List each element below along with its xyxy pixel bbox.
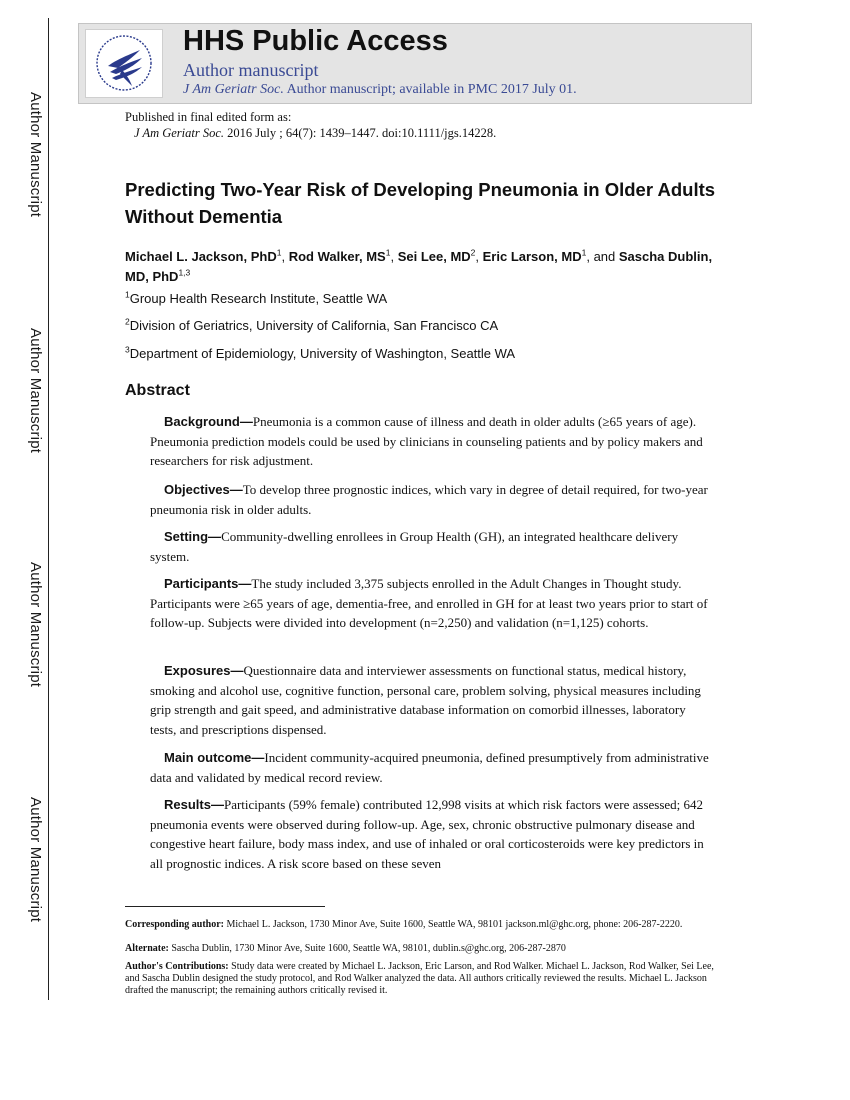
abstract-results — [150, 795, 710, 873]
article-title: Predicting Two-Year Risk of Developing Pneumonia in Older Adults Without Dementia — [125, 179, 716, 227]
abstract-participants — [150, 574, 710, 633]
footnote-label: Corresponding author: — [125, 919, 224, 930]
published-citation — [134, 126, 496, 141]
author-affil-sup: 2 — [470, 247, 476, 258]
section-text: Participants (59% female) contributed 12,998 visits at which risk factors were assessed; 642 pneumonia events were observed during follow-up. Age, sex, chronic obstructive pulmonary disease and congestive heart failure, body mass index, and use of inhaled or oral corticosteroids were key predictors in all prognostic indices. A risk score based on these seven — [150, 797, 704, 871]
footnote-text: Sascha Dublin, 1730 Minor Ave, Suite 1600, Seattle WA, 98101, dublin.s@ghc.org, 206-287-2870 — [168, 943, 566, 954]
side-label-author-manuscript: Author Manuscript — [27, 328, 44, 454]
journal-name: J Am Geriatr Soc. — [134, 126, 225, 140]
margin-rule — [48, 18, 49, 1000]
footnote-corresponding-author — [125, 919, 727, 931]
author-name: Sascha Dublin, MD, PhD — [125, 249, 713, 284]
side-label-author-manuscript: Author Manuscript — [27, 797, 44, 923]
abstract-objectives — [150, 480, 710, 519]
footnote-label: Alternate: — [125, 943, 169, 954]
section-text: Incident community-acquired pneumonia, defined presumptively from administrative data and validated by medical record review. — [150, 750, 709, 785]
affiliation-sup: 1 — [125, 289, 130, 300]
affiliation-text: Group Health Research Institute, Seattle WA — [129, 291, 388, 306]
author-affil-sup: 1 — [385, 247, 391, 258]
author-affil-sup: 1 — [276, 247, 282, 258]
citation-text: 2016 July ; 64(7): 1439–1447. doi:10.1111/jgs.14228. — [224, 126, 497, 140]
journal-name: J Am Geriatr Soc. — [183, 82, 284, 97]
section-lead: Background— — [164, 414, 253, 429]
footnote-text: Michael L. Jackson, 1730 Minor Ave, Suite 1600, Seattle WA, 98101 jackson.ml@ghc.org, phone: 206-287-2220. — [224, 919, 683, 930]
abstract-exposures — [150, 661, 710, 739]
abstract-setting — [150, 527, 710, 566]
affiliation-sup: 2 — [125, 316, 130, 327]
author-list — [125, 247, 725, 287]
availability-text: Author manuscript; available in PMC 2017 July 01. — [283, 82, 577, 97]
author-separator: , — [475, 249, 483, 264]
author-separator: , and — [586, 249, 619, 264]
section-lead: Exposures— — [164, 663, 244, 678]
affiliation — [125, 291, 387, 306]
author-name: Rod Walker, MS — [288, 249, 386, 264]
side-label-author-manuscript: Author Manuscript — [27, 562, 44, 688]
journal-availability-line — [183, 82, 577, 98]
footnote-alternate — [125, 943, 727, 955]
abstract-background — [150, 412, 710, 471]
hhs-header — [78, 23, 752, 104]
footnote-rule — [125, 906, 325, 907]
affiliation-text: Department of Epidemiology, University of Washington, Seattle WA — [129, 346, 516, 361]
hhs-eagle-logo-icon — [85, 29, 163, 98]
author-name: Michael L. Jackson, PhD — [125, 249, 277, 264]
section-lead: Main outcome— — [164, 750, 265, 765]
author-separator: , — [390, 249, 398, 264]
section-text: Questionnaire data and interviewer assessments on functional status, medical history, smoking and alcohol use, cognitive function, personal care, problem solving, physical measures including grip strength and gait speed, and administrative database information on comorbid illnesses, laboratory tests, and prescriptions dispensed. — [150, 663, 701, 737]
published-label: Published in final edited form as: — [125, 110, 292, 124]
section-text: The study included 3,375 subjects enrolled in the Adult Changes in Thought study. Participants were ≥65 years of age, dementia-free, and enrolled in GH for at least two years prior to start of follow-up. Subjects were divided into development (n=2,250) and validation (n=1,125) cohorts. — [150, 576, 708, 630]
section-text: Pneumonia is a common cause of illness and death in older adults (≥65 years of age). Pneumonia prediction models could be used by clinicians in counseling patients and by policy makers and researchers for risk adjustment. — [150, 414, 703, 468]
affiliation-sup: 3 — [125, 344, 130, 355]
side-label-author-manuscript: Author Manuscript — [27, 92, 44, 218]
author-manuscript-label: Author manuscript — [183, 60, 319, 80]
footnote-contributions — [125, 961, 727, 997]
author-affil-sup: 1,3 — [178, 267, 191, 278]
author-name: Eric Larson, MD — [482, 249, 582, 264]
section-lead: Participants— — [164, 576, 252, 591]
author-name: Sei Lee, MD — [397, 249, 471, 264]
abstract-heading: Abstract — [125, 382, 190, 399]
affiliation-text: Division of Geriatrics, University of California, San Francisco CA — [129, 318, 499, 333]
affiliation — [125, 346, 515, 361]
section-text: Community-dwelling enrollees in Group Health (GH), an integrated healthcare delivery system. — [150, 529, 679, 564]
author-separator: , — [281, 249, 289, 264]
affiliation — [125, 318, 498, 333]
section-lead: Objectives— — [164, 482, 243, 497]
abstract-main-outcome — [150, 748, 710, 787]
section-lead: Setting— — [164, 529, 222, 544]
section-lead: Results— — [164, 797, 224, 812]
footnote-label: Author's Contributions: — [125, 961, 229, 972]
section-text: To develop three prognostic indices, which vary in degree of detail required, for two-year pneumonia risk in older adults. — [150, 482, 708, 517]
footnote-text: Study data were created by Michael L. Jackson, Eric Larson, and Rod Walker. Michael L. Jackson, Rod Walker, Sei Lee, and Sascha Dublin designed the study protocol, and Rod Walker analyzed the data. All authors critically reviewed the results. Michael L. Jackson drafted the manuscript; the remaining authors critically revised it. — [125, 961, 714, 996]
author-affil-sup: 1 — [581, 247, 587, 258]
hhs-public-access-title: HHS Public Access — [183, 25, 448, 57]
